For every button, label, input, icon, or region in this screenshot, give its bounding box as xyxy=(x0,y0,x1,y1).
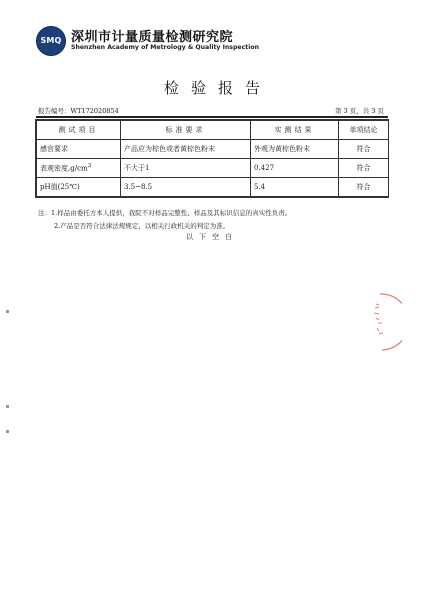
cell-conclusion: 符合 xyxy=(339,178,389,197)
header-requirement: 标准要求 xyxy=(121,121,251,140)
note-2: 2.产品是否符合法律法规规定，以相关行政机关的判定为准。 xyxy=(54,222,230,230)
report-number-value: WT172020854 xyxy=(70,107,119,115)
cell-result: 外观为黄棕色粉末 xyxy=(251,140,339,159)
report-number-label: 报告编号： xyxy=(38,107,71,115)
header-rule xyxy=(36,116,388,118)
report-number xyxy=(38,106,119,115)
cell-item-text: 表观密度,g/cm xyxy=(40,164,88,173)
header-test-item: 测试项目 xyxy=(37,121,121,140)
cell-result: 5.4 xyxy=(251,178,339,197)
note-1: 注：1.样品由委托方本人提供，我院不对样品完整性、样品及其标识信息的真实性负责。 xyxy=(38,209,292,217)
cell-result: 0.427 xyxy=(251,159,339,178)
cell-item: pH值(25℃) xyxy=(37,178,121,197)
binding-mark xyxy=(6,430,9,433)
cell-conclusion: 符合 xyxy=(339,140,389,159)
header-result: 实测结果 xyxy=(251,121,339,140)
cell-item xyxy=(37,159,121,178)
page-info: 第 3 页，共 3 页 xyxy=(334,107,384,115)
cell-requirement: 产品应为棕色或者黄棕色粉末 xyxy=(121,140,251,159)
blank-below-marker: 以下空白 xyxy=(186,233,238,241)
binding-mark xyxy=(6,405,9,408)
results-table xyxy=(36,120,389,197)
notes-section xyxy=(38,207,291,233)
seal-stamp xyxy=(358,292,402,352)
cell-requirement: 3.5~8.5 xyxy=(121,178,251,197)
organization-name-cn: 深圳市计量质量检测研究院 xyxy=(71,30,234,45)
header-conclusion: 单项结论 xyxy=(339,121,389,140)
logo-text: SMQ xyxy=(40,36,62,45)
organization-name-en: Shenzhen Academy of Metrology & Quality Inspection xyxy=(71,44,260,51)
table-row xyxy=(37,140,389,159)
table-row xyxy=(37,178,389,197)
table-row xyxy=(37,159,389,178)
cell-item: 感官要求 xyxy=(37,140,121,159)
binding-mark xyxy=(6,310,9,313)
cell-conclusion: 符合 xyxy=(339,159,389,178)
cell-requirement: 不大于1 xyxy=(121,159,251,178)
report-title: 检验报告 xyxy=(163,79,272,97)
table-header-row xyxy=(37,121,389,140)
organization-logo xyxy=(36,26,66,56)
cell-item-superscript: 3 xyxy=(87,162,92,169)
